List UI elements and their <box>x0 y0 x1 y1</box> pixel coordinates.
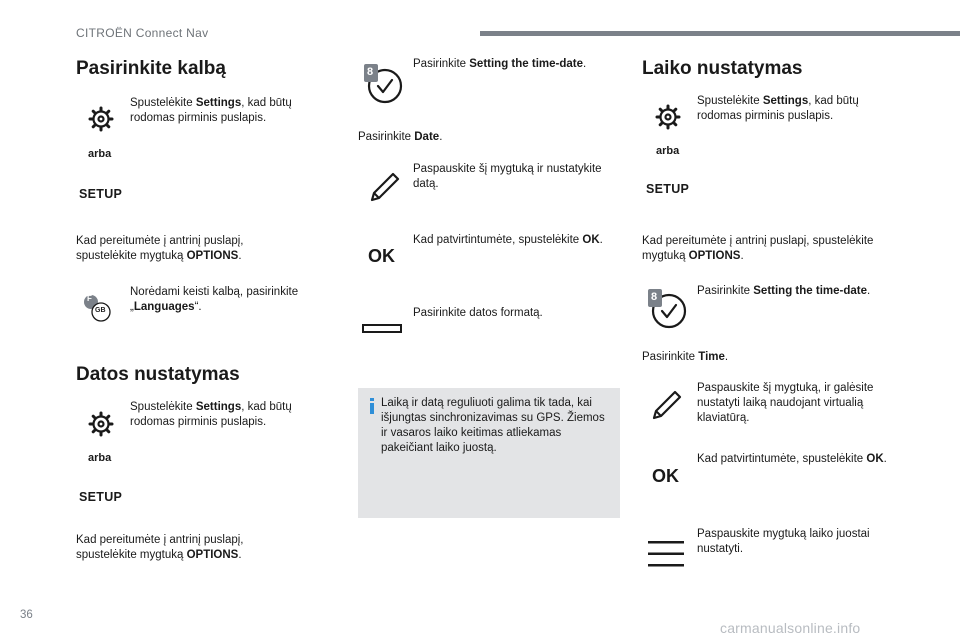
menu-lines-icon <box>648 540 684 568</box>
page-number: 36 <box>20 609 33 621</box>
time-date-instruction: Pasirinkite Setting the time-date. <box>413 58 587 70</box>
ok-button-label: OK <box>652 466 679 486</box>
options-instruction: Kad pereitumėte į antrinį puslapį, spustelėkite mygtuką OPTIONS. <box>76 235 244 262</box>
setup-button-label: SETUP <box>79 490 123 504</box>
section-heading-language: Pasirinkite kalbą <box>76 58 226 79</box>
options-instruction: Kad pereitumėte į antrinį puslapį, spustelėkite mygtuką OPTIONS. <box>76 534 244 561</box>
clock-badge-number: 8 <box>367 66 374 78</box>
gear-icon <box>88 411 114 437</box>
or-label: arba <box>88 452 112 464</box>
settings-instruction: Spustelėkite Settings, kad būtų rodomas pirminis puslapis. <box>130 97 292 124</box>
ok-button-label: OK <box>368 246 395 266</box>
info-icon <box>368 398 376 414</box>
setup-button-label: SETUP <box>646 182 690 196</box>
pencil-icon <box>368 170 402 204</box>
gear-icon <box>88 106 114 132</box>
settings-instruction: Spustelėkite Settings, kad būtų rodomas pirminis puslapis. <box>130 401 292 428</box>
confirm-instruction: Kad patvirtintumėte, spustelėkite OK. <box>697 453 887 465</box>
watermark: carmanualsonline.info <box>720 620 861 636</box>
date-format-button-icon <box>362 324 402 333</box>
flag-letter-f: F <box>87 294 92 303</box>
date-format-instruction: Pasirinkite datos formatą. <box>413 307 543 319</box>
pencil-icon <box>650 388 684 422</box>
clock-badge-number: 8 <box>651 291 658 303</box>
options-instruction: Kad pereitumėte į antrinį puslapį, spustelėkite mygtuką OPTIONS. <box>642 235 874 262</box>
section-heading-time: Laiko nustatymas <box>642 58 803 79</box>
flag-letters-gb: GB <box>95 307 106 314</box>
setup-button-label: SETUP <box>79 187 123 201</box>
or-label: arba <box>88 148 112 160</box>
timezone-instruction: Paspauskite mygtuką laiko juostai nustatyti. <box>697 528 870 555</box>
or-label: arba <box>656 145 680 157</box>
press-date-instruction: Paspauskite šį mygtuką ir nustatykite datą. <box>413 163 602 190</box>
select-time-instruction: Pasirinkite Time. <box>642 351 729 363</box>
confirm-instruction: Kad patvirtintumėte, spustelėkite OK. <box>413 234 603 246</box>
settings-instruction: Spustelėkite Settings, kad būtų rodomas pirminis puslapis. <box>697 95 859 122</box>
document-header-title: CITROËN Connect Nav <box>76 26 209 40</box>
press-time-instruction: Paspauskite šį mygtuką, ir galėsite nustatyti laiką naudojant virtualią klaviatūrą. <box>697 382 874 424</box>
gear-icon <box>655 104 681 130</box>
select-date-instruction: Pasirinkite Date. <box>358 131 443 143</box>
header-bar <box>480 31 960 36</box>
language-instruction: Norėdami keisti kalbą, pasirinkite „Languages“. <box>130 286 299 313</box>
time-date-instruction: Pasirinkite Setting the time-date. <box>697 285 871 297</box>
info-note-text: Laiką ir datą reguliuoti galima tik tada, kai išjungtas sinchronizavimas su GPS. Žiemos ir vasaros laiko keitimas atliekamas pakeičiant laiko juostą. <box>381 397 605 454</box>
section-heading-date: Datos nustatymas <box>76 364 240 385</box>
